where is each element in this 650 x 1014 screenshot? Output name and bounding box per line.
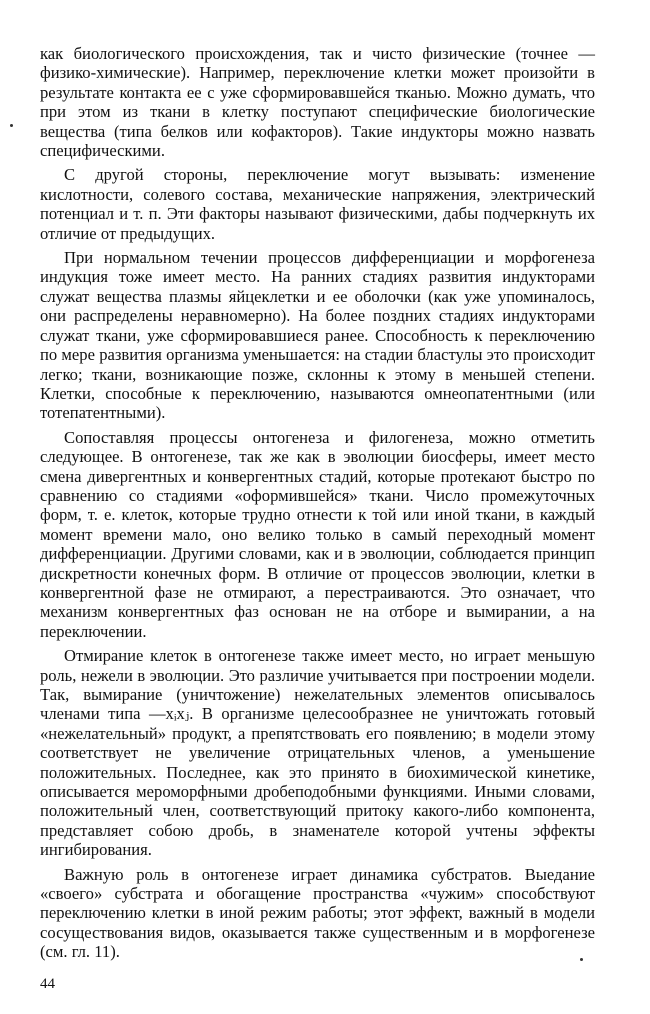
- paragraph-3: При нормальном течении процессов дифференциации и морфогенеза индукция тоже имеет место. На ранних стадиях развития индукторами служат вещества плазмы яйцеклетки и ее оболочки (как уже упоминалось, они распределены неравномерно). На более поздних стадиях индукторами служат ткани, уже сформировавшиеся ранее. Способность к переключению по мере развития организма уменьшается: на стадии бластулы это происходит легко; ткани, возникающие позже, склонны к этому в меньшей степени. Клетки, способные к переключению, называются омнеопатентными (или тотепатентными).: [40, 248, 595, 423]
- paragraph-1: как биологического происхождения, так и чисто физические (точнее — физико-химические). Например, переключение клетки может произойти в результате контакта ее с уже сформировавшейся тканью. Можно думать, что при этом из ткани в клетку поступают специфические биологические вещества (типа белков или кофакторов). Такие индукторы можно назвать специфическими.: [40, 44, 595, 161]
- scan-speck: [580, 958, 583, 961]
- paragraph-4: Сопоставляя процессы онтогенеза и филогенеза, можно отметить следующее. В онтогенезе, так же как в эволюции биосферы, имеет место смена дивергентных и конвергентных стадий, которые протекают быстро по сравнению со стадиями «оформившейся» ткани. Число промежуточных форм, т. е. клеток, которые трудно отнести к той или иной ткани, в каждый момент времени мало, оно велико только в самый переходный момент дифференциации. Другими словами, как и в эволюции, соблюдается принцип дискретности конечных форм. В отличие от процессов эволюции, клетки в конвергентной фазе не отмирают, а перестраиваются. Это означает, что механизм конвергентных фаз основан не на отборе и вымирании, а на переключении.: [40, 427, 595, 641]
- paragraph-2: С другой стороны, переключение могут вызывать: изменение кислотности, солевого состава, механические напряжения, электрический потенциал и т. п. Эти факторы называют физическими, дабы подчеркнуть их отличие от предыдущих.: [40, 165, 595, 243]
- paragraph-6: Важную роль в онтогенезе играет динамика субстратов. Выедание «своего» субстрата и обогащение пространства «чужим» способствуют переключению клетки в иной режим работы; этот эффект, важный в модели сосуществования видов, оказывается также существенным и в морфогенезе (см. гл. 11).: [40, 864, 595, 962]
- paragraph-5: Отмирание клеток в онтогенезе также имеет место, но играет меньшую роль, нежели в эволюции. Это различие учитывается при построении модели. Так, вымирание (уничтожение) нежелательных элементов описывалось членами типа —xᵢxⱼ. В организме целесообразнее не уничтожать готовый «нежелательный» продукт, а препятствовать его появлению; в модели этому соответствует не увеличение отрицательных членов, а уменьшение положительных. Последнее, как это принято в биохимической кинетике, описывается мероморфными дробеподобными функциями. Иными словами, положительный член, соответствующий притоку какого-либо компонента, представляет собою дробь, в знаменателе которой учтены эффекты ингибирования.: [40, 646, 595, 860]
- page-number: 44: [40, 976, 55, 992]
- page-body: [40, 44, 595, 967]
- scan-speck: [10, 124, 13, 127]
